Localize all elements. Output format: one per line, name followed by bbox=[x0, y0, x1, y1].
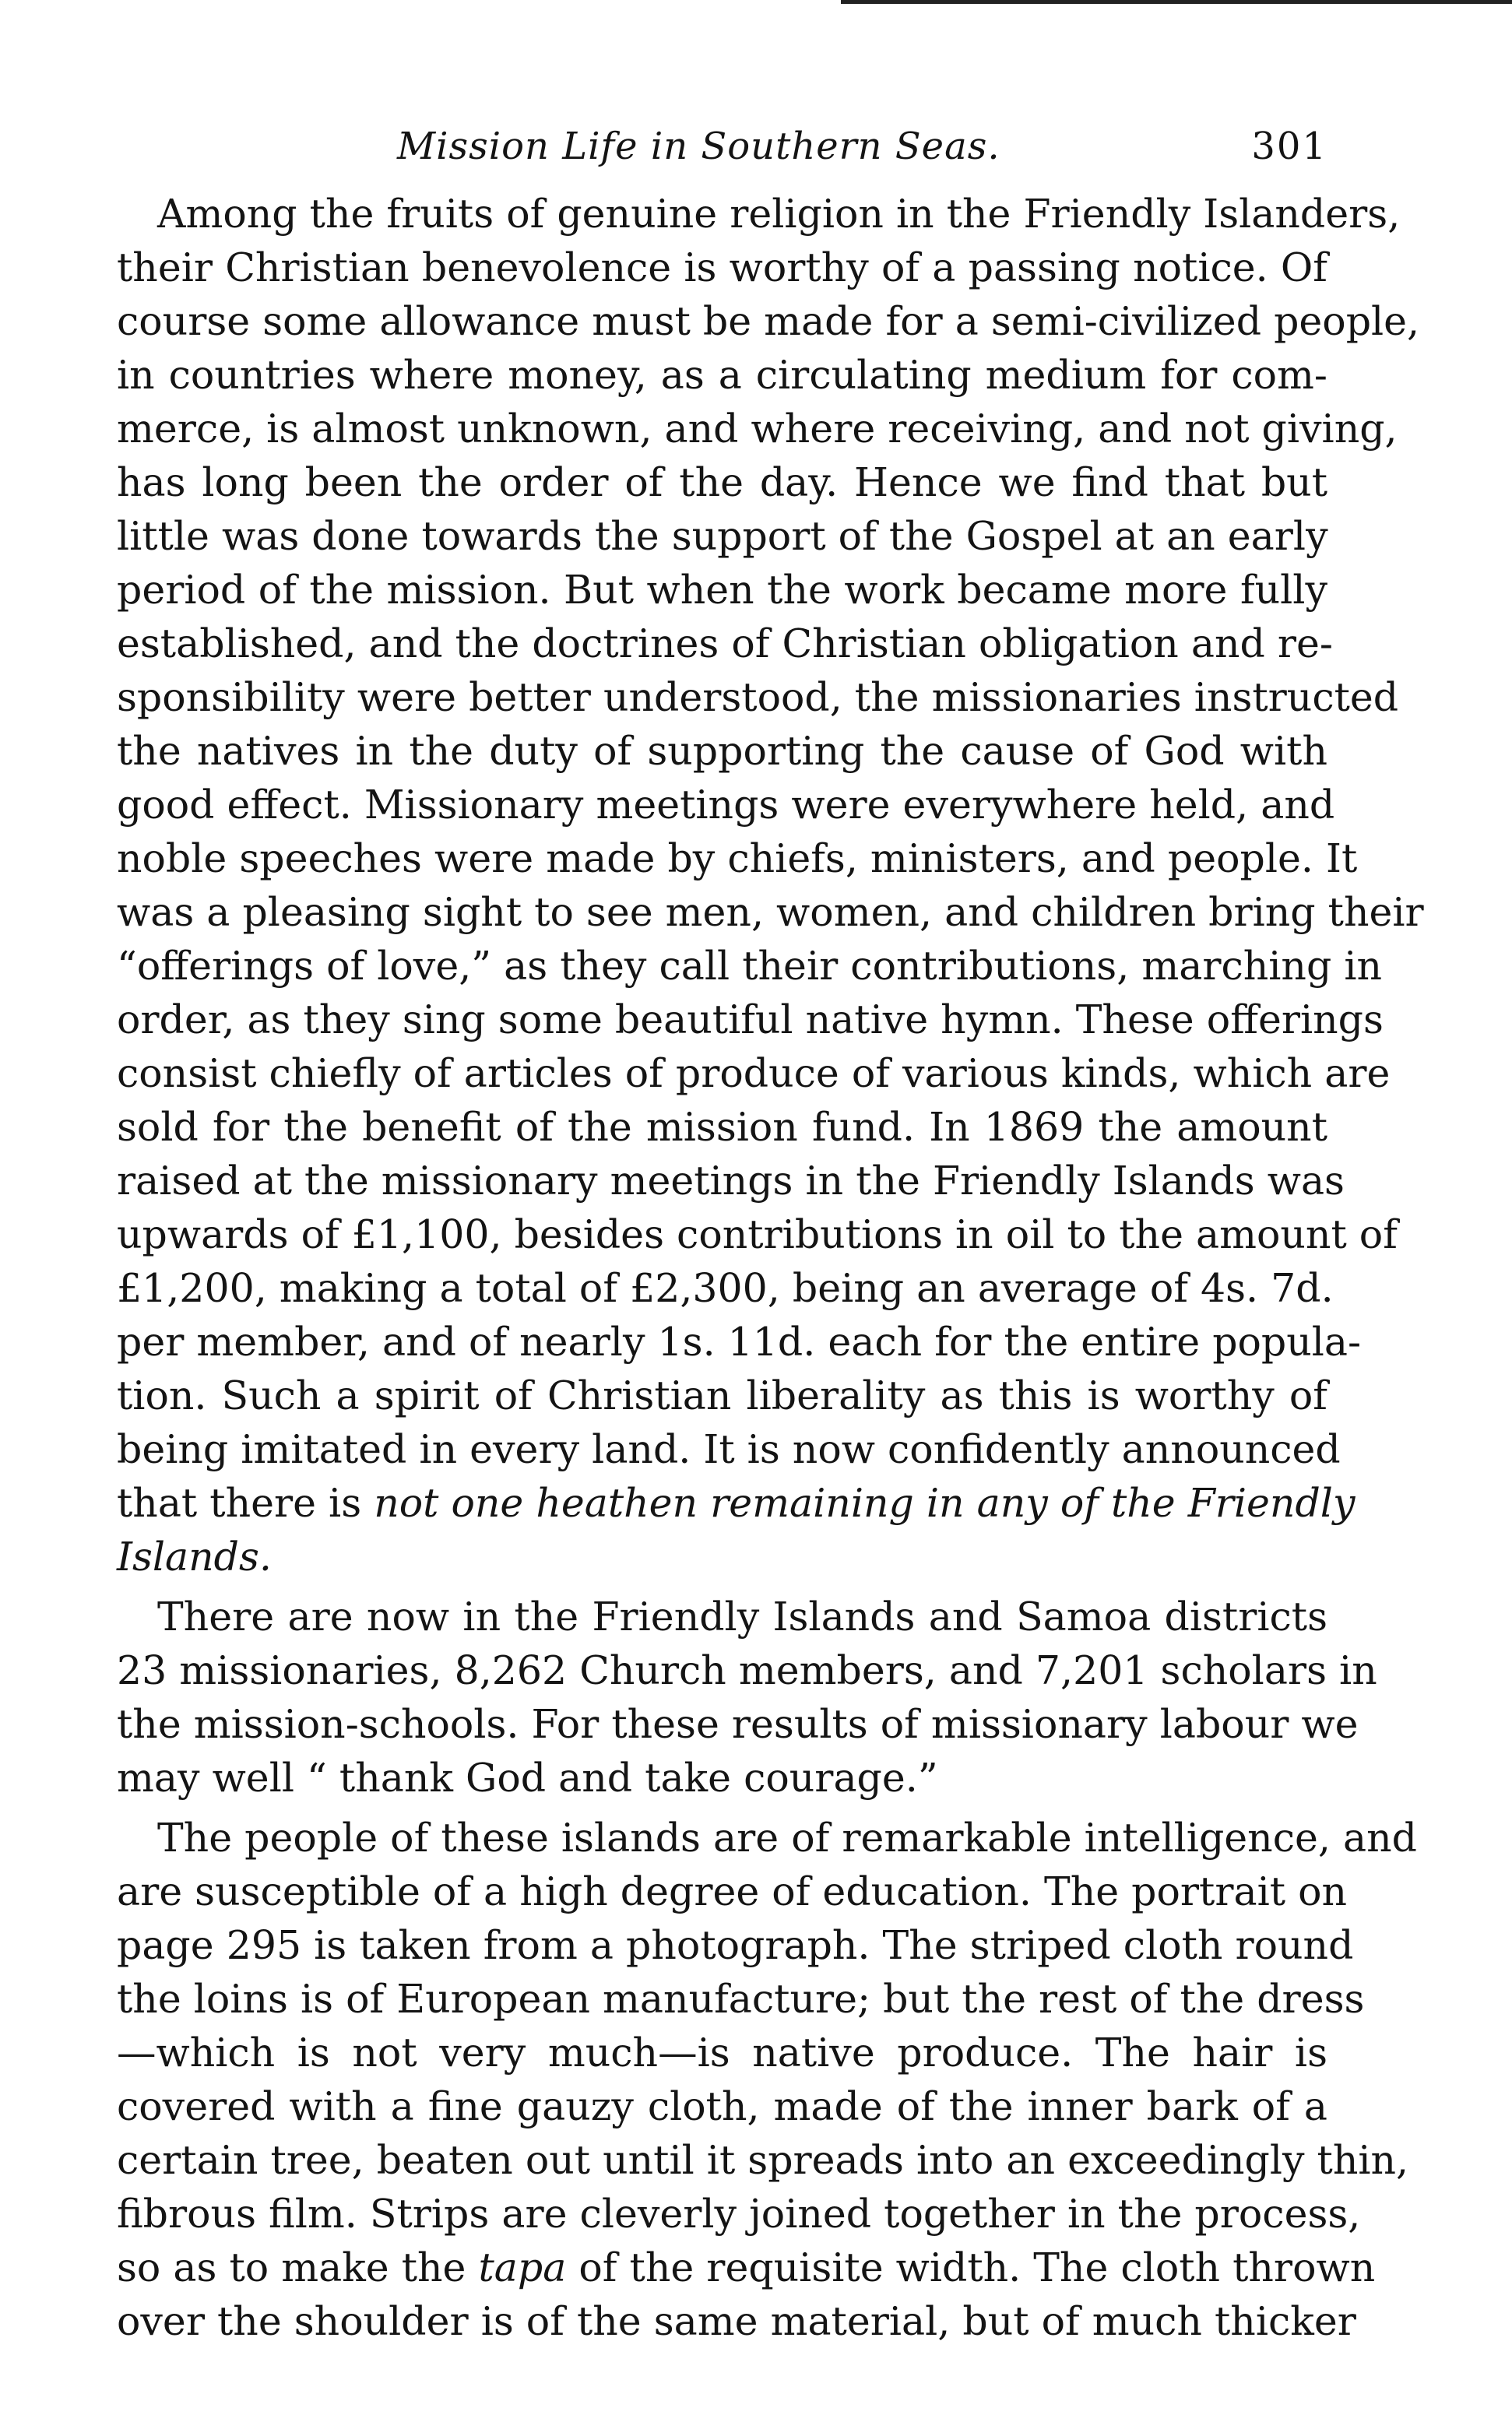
text-line: —which is not very much—is native produce. The hair is bbox=[117, 2030, 1327, 2076]
text-line: per member, and of nearly 1s. 11d. each for the entire popula- bbox=[117, 1319, 1362, 1365]
text-line: period of the mission. But when the work became more fully bbox=[117, 567, 1327, 613]
italic-phrase: not one heathen remaining in any of the Friendly bbox=[374, 1480, 1356, 1526]
text-line: being imitated in every land. It is now confidently announced bbox=[117, 1426, 1341, 1472]
italic-line-end: Islands. bbox=[117, 1534, 272, 1580]
text-line: was a pleasing sight to see men, women, and children bring their bbox=[117, 889, 1424, 935]
paragraph-2 bbox=[117, 1590, 1377, 1805]
text-line: has long been the order of the day. Hence we find that but bbox=[117, 459, 1327, 505]
text-line: established, and the doctrines of Christian obligation and re- bbox=[117, 620, 1333, 666]
text-line: little was done towards the support of the Gospel at an early bbox=[117, 513, 1328, 559]
page-number: 301 bbox=[1251, 125, 1327, 168]
paragraph-gap bbox=[117, 1584, 1327, 1590]
text-line-tapa bbox=[117, 2241, 1376, 2294]
text-line: Among the fruits of genuine religion in the Friendly Islanders, bbox=[157, 191, 1401, 237]
text-line: tion. Such a spirit of Christian liberality as this is worthy of bbox=[117, 1373, 1327, 1418]
line-prefix: that there is bbox=[117, 1480, 374, 1526]
text-line: good effect. Missionary meetings were everywhere held, and bbox=[117, 782, 1335, 828]
running-title: Mission Life in Southern Seas. bbox=[397, 125, 1000, 168]
text-line: merce, is almost unknown, and where receiving, and not giving, bbox=[117, 406, 1398, 452]
text-line: upwards of £1,100, besides contributions in oil to the amount of bbox=[117, 1211, 1398, 1257]
text-line: their Christian benevolence is worthy of a passing notice. Of bbox=[117, 244, 1327, 290]
text-line: the natives in the duty of supporting the cause of God with bbox=[117, 728, 1327, 774]
text-line: sponsibility were better understood, the missionaries instructed bbox=[117, 674, 1399, 720]
text-line: over the shoulder is of the same material, but of much thicker bbox=[117, 2298, 1356, 2344]
text-line: order, as they sing some beautiful native hymn. These offerings bbox=[117, 997, 1384, 1042]
line-suffix: of the requisite width. The cloth thrown bbox=[566, 2244, 1376, 2290]
paragraph-3 bbox=[117, 1811, 1417, 2348]
running-head bbox=[117, 117, 1327, 187]
text-line: covered with a fine gauzy cloth, made of the inner bark of a bbox=[117, 2083, 1327, 2129]
text-line: consist chiefly of articles of produce of various kinds, which are bbox=[117, 1050, 1391, 1096]
text-line: may well “ thank God and take courage.” bbox=[117, 1755, 938, 1801]
line-prefix: so as to make the bbox=[117, 2244, 479, 2290]
text-line: the loins is of European manufacture; but the rest of the dress bbox=[117, 1976, 1365, 2022]
text-line-emphasis bbox=[117, 1476, 1356, 1530]
text-line: noble speeches were made by chiefs, ministers, and people. It bbox=[117, 835, 1358, 881]
top-rule bbox=[841, 0, 1512, 4]
text-line: the mission-schools. For these results of missionary labour we bbox=[117, 1701, 1359, 1747]
paragraph-gap bbox=[117, 1805, 1327, 1811]
text-line: page 295 is taken from a photograph. The striped cloth round bbox=[117, 1922, 1354, 1968]
text-line: fibrous film. Strips are cleverly joined together in the process, bbox=[117, 2191, 1361, 2237]
text-line: “offerings of love,” as they call their contributions, marching in bbox=[117, 943, 1383, 989]
paragraph-1 bbox=[117, 187, 1424, 1584]
text-line: certain tree, beaten out until it spreads into an exceedingly thin, bbox=[117, 2137, 1409, 2183]
text-line: 23 missionaries, 8,262 Church members, and 7,201 scholars in bbox=[117, 1647, 1377, 1693]
text-line: course some allowance must be made for a semi-civilized people, bbox=[117, 298, 1420, 344]
text-line: sold for the benefit of the mission fund. In 1869 the amount bbox=[117, 1104, 1327, 1150]
text-line: There are now in the Friendly Islands and Samoa districts bbox=[157, 1594, 1327, 1640]
text-line: are susceptible of a high degree of education. The portrait on bbox=[117, 1868, 1348, 1914]
text-line: The people of these islands are of remarkable intelligence, and bbox=[157, 1815, 1417, 1861]
text-line: raised at the missionary meetings in the Friendly Islands was bbox=[117, 1158, 1345, 1204]
book-page bbox=[117, 117, 1424, 2348]
text-line: in countries where money, as a circulating medium for com- bbox=[117, 352, 1327, 398]
italic-word-tapa: tapa bbox=[478, 2244, 567, 2290]
text-line: £1,200, making a total of £2,300, being an average of 4s. 7d. bbox=[117, 1265, 1334, 1311]
